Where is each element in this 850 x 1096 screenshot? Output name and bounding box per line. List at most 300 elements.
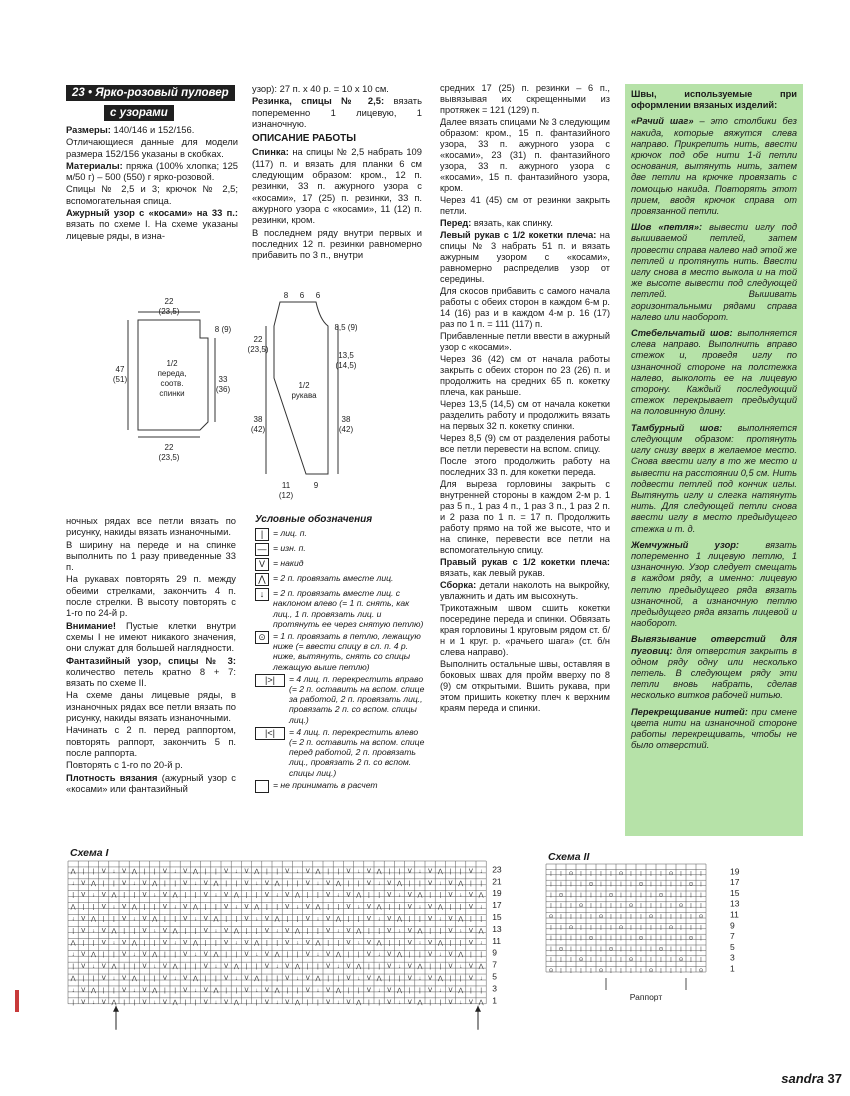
scheme-1-cell: | — [225, 880, 227, 887]
scheme-1-cell: | — [92, 868, 95, 875]
scheme-2-cell: | — [640, 892, 642, 899]
scheme-1-cell: | — [470, 916, 472, 923]
scheme-2-cell: | — [640, 903, 642, 910]
scheme-1-cell: | — [306, 964, 309, 971]
scheme-1-cell: | — [123, 964, 125, 971]
scheme-1-cell: | — [102, 916, 105, 923]
scheme-1-cell: ↓ — [194, 916, 197, 923]
scheme-2-cell: ⊙ — [598, 968, 604, 974]
scheme-1-cell: ↓ — [153, 964, 157, 971]
scheme-1-cell: | — [235, 987, 238, 994]
scheme-2-cell: | — [650, 870, 652, 877]
scheme-1-cell: | — [266, 976, 268, 982]
scheme-1-cell: | — [408, 987, 411, 994]
scheme-1-cell: | — [194, 928, 197, 935]
scheme-2-cell: | — [590, 968, 592, 974]
scheme-2-row-label: 15 — [730, 887, 740, 898]
scheme-1-cell: | — [133, 964, 136, 971]
scheme-2-cell: | — [590, 903, 592, 910]
scheme-2-cell: | — [650, 924, 652, 931]
scheme-1-cell: ⋀ — [315, 940, 321, 947]
scheme-1-cell: | — [123, 892, 125, 899]
scheme-1-cell: V — [81, 892, 86, 899]
scheme-2-cell: | — [660, 881, 662, 888]
scheme-2-cell: | — [610, 914, 612, 920]
scheme-1-cell: ↓ — [316, 952, 320, 959]
scheme-2-cell: | — [600, 946, 602, 953]
scheme-1-cell: | — [378, 964, 380, 971]
scheme-1-cell: V — [387, 952, 392, 959]
scheme-1-cell: V — [142, 880, 147, 887]
scheme-2-cell: | — [560, 935, 562, 942]
scheme-1-cell: V — [101, 964, 106, 971]
scheme-2-cell: | — [580, 881, 582, 888]
scheme-1-cell: | — [337, 976, 340, 982]
scheme-1-cell: V — [407, 904, 412, 911]
body-label-3: спинки — [159, 389, 185, 398]
scheme-1-cell: ⋀ — [417, 964, 423, 971]
scheme-1-cell: V — [81, 964, 86, 971]
scheme-1-cell: ⋀ — [315, 868, 321, 875]
scheme-1-cell: ⋀ — [91, 952, 96, 959]
scheme-1-cell: V — [162, 868, 167, 875]
scheme-2-cell: | — [690, 892, 692, 899]
scheme-1-cell: ↓ — [418, 976, 422, 982]
scheme-2-cell: | — [600, 870, 602, 877]
scheme-2-cell: | — [690, 957, 692, 964]
body-side: 33 — [218, 375, 228, 384]
title-line-2: с узорами — [104, 105, 174, 121]
scheme-1-cell: | — [215, 904, 217, 911]
legend-text: = изн. п. — [273, 543, 306, 554]
scheme-1-cell: | — [204, 904, 207, 911]
scheme-1-cell: | — [102, 987, 105, 994]
scheme-2-cell: | — [630, 924, 632, 931]
scheme-1-cell: V — [224, 976, 229, 982]
scheme-1-cell: | — [72, 892, 74, 899]
scheme-2-cell: | — [560, 881, 562, 888]
scheme-1-cell: ⋀ — [111, 999, 117, 1006]
scheme-2-cell: ⊙ — [658, 946, 664, 953]
scheme-2-cell: | — [620, 946, 622, 953]
scheme-1-cell: | — [449, 904, 452, 911]
scheme-2-cell: | — [660, 968, 662, 974]
scheme-1-cell: ↓ — [336, 999, 340, 1006]
scheme-1-cell: ⋀ — [254, 904, 260, 911]
scheme-1-cell: V — [285, 928, 290, 935]
scheme-1-cell: ↓ — [316, 916, 320, 923]
scheme-2-cell: | — [590, 892, 592, 899]
scheme-2-cell: | — [660, 924, 662, 931]
scheme-1-cell: V — [305, 987, 310, 994]
column-1-top: Размеры: 140/146 и 152/156. Отличающиеся данные для модели размера 152/156 указаны в скобках. Материалы: пряжа (100% хлопка; 125 м/50 г) – 500 (550) г ярко-розовой. Спицы № 2,5 и 3; крючок № 2,5; вспомогательная спица. Ажурный узор с «косами» на 33 п.: вязать по схеме I. На схеме указаны лицевые ряды, в изна- — [66, 124, 238, 241]
scheme-1-cell: V — [162, 892, 167, 899]
scheme-1-cell: V — [468, 928, 473, 935]
scheme-1-cell: V — [264, 964, 269, 971]
scheme-1-cell: V — [203, 964, 208, 971]
scheme-2-cell: | — [550, 892, 552, 899]
scheme-1-cell: | — [153, 904, 156, 911]
scheme-1-cell: ⋀ — [152, 987, 158, 994]
repeat-arrow-icon — [113, 1006, 119, 1030]
scheme-1-cell: V — [305, 868, 310, 875]
scheme-1-cell: ↓ — [377, 987, 381, 994]
scheme-1-row-label: 7 — [492, 959, 497, 970]
scheme-1-cell: V — [122, 880, 127, 887]
scheme-2-row-label: 11 — [730, 909, 739, 920]
scheme-1-cell: ⋀ — [458, 880, 464, 887]
scheme-1-cell: V — [326, 928, 331, 935]
scheme-1-cell: V — [244, 976, 249, 982]
scheme-1-cell: | — [245, 928, 248, 935]
scheme-1-cell: ↓ — [255, 952, 259, 959]
scheme-1-cell: V — [162, 928, 167, 935]
scheme-1-cell: ⋀ — [111, 964, 117, 971]
scheme-1-cell: | — [306, 999, 309, 1006]
scheme-1-cell: ↓ — [316, 987, 320, 994]
scheme-1-cell: V — [203, 952, 208, 959]
scheme-1-cell: | — [429, 999, 431, 1006]
scheme-1-cell: ↓ — [275, 999, 279, 1006]
scheme-1-cell: V — [407, 940, 412, 947]
body-label-half: 1/2 — [166, 359, 178, 368]
scheme-1-cell: ⋀ — [274, 916, 280, 923]
scheme-1-cell: | — [204, 868, 207, 875]
scheme-2-cell: | — [550, 903, 552, 910]
legend-symbol-icon: ⊙ — [255, 631, 269, 644]
scheme-2-cell: | — [690, 903, 692, 910]
sleeve-width-alt: (23,5) — [247, 345, 269, 354]
scheme-1-cell: | — [480, 880, 482, 887]
scheme-1-cell: V — [407, 964, 412, 971]
scheme-1-cell: V — [142, 928, 147, 935]
scheme-2-cell: | — [660, 957, 662, 964]
scheme-1-cell: V — [326, 964, 331, 971]
scheme-1-cell: ⋀ — [295, 999, 300, 1006]
symbol-legend — [255, 515, 425, 795]
scheme-1-cell: ↓ — [153, 928, 157, 935]
scheme-1-cell: | — [357, 987, 360, 994]
scheme-2-cell: | — [600, 903, 602, 910]
legend-item — [255, 573, 425, 586]
scheme-1-cell: V — [101, 999, 106, 1006]
scheme-1-cell: ⋀ — [91, 916, 96, 923]
scheme-1-cell: ↓ — [377, 952, 381, 959]
scheme-2-cell: | — [570, 914, 572, 920]
scheme-1-cell: V — [203, 916, 208, 923]
scheme-1-cell: V — [122, 976, 127, 982]
scheme-1-cell: | — [174, 952, 176, 959]
scheme-1-cell: | — [276, 976, 278, 982]
scheme-1-cell: V — [183, 987, 188, 994]
scheme-1-cell: ↓ — [214, 892, 218, 899]
scheme-1-cell: V — [366, 952, 371, 959]
scheme-1-cell: ⋀ — [376, 976, 382, 982]
scheme-1-cell: | — [378, 928, 380, 935]
scheme-1-cell: ⋀ — [233, 964, 239, 971]
scheme-1-cell: ↓ — [398, 892, 401, 899]
scheme-2-cell: | — [550, 924, 552, 931]
scheme-1-cell: V — [183, 976, 188, 982]
scheme-2-cell: | — [590, 870, 592, 877]
scheme-1-cell: V — [407, 892, 412, 899]
scheme-2-cell: | — [610, 870, 612, 877]
scheme-2-cell: | — [630, 968, 632, 974]
scheme-1-cell: ⋀ — [131, 904, 137, 911]
scheme-1-cell: V — [407, 868, 412, 875]
scheme-1-cell: ↓ — [234, 940, 238, 947]
scheme-1-cell: | — [143, 940, 146, 947]
scheme-1-cell: ↓ — [173, 976, 177, 982]
scheme-1-cell: | — [82, 904, 85, 911]
scheme-1-cell: ↓ — [234, 868, 238, 875]
scheme-1-cell: ⋀ — [172, 892, 178, 899]
scheme-1-cell: | — [133, 999, 136, 1006]
scheme-1-cell: | — [439, 928, 442, 935]
scheme-1-cell: ↓ — [398, 928, 401, 935]
scheme-1-cell: V — [305, 976, 310, 982]
scheme-2-cell: | — [560, 870, 562, 877]
scheme-1-cell: ⋀ — [376, 940, 382, 947]
scheme-1-cell: V — [366, 916, 371, 923]
scheme-1-cell: | — [235, 916, 238, 923]
sleeve-top-2: 6 — [299, 291, 305, 300]
scheme-1-cell: | — [306, 892, 309, 899]
scheme-1-cell: | — [459, 940, 462, 947]
scheme-1-cell: ↓ — [214, 928, 218, 935]
scheme-1-cell: | — [133, 892, 136, 899]
scheme-2-cell: | — [680, 881, 682, 888]
legend-text: = 1 п. провязать в петлю, лежащую ниже (= ввести спицу в сл. п. 4 р. ниже, вытянуть, снять со спицы лежащую выше петлю) — [273, 631, 421, 672]
scheme-1-cell: | — [153, 868, 156, 875]
scheme-2-cell: ⊙ — [608, 946, 614, 953]
scheme-1-cell: V — [264, 999, 269, 1006]
scheme-1-cell: V — [142, 916, 147, 923]
scheme-1-cell: V — [448, 964, 453, 971]
scheme-1-cell: | — [296, 952, 299, 959]
scheme-2-cell: ⊙ — [588, 881, 594, 888]
scheme-1-cell: | — [92, 940, 95, 947]
scheme-1-cell: V — [122, 987, 127, 994]
scheme-2-cell: | — [680, 968, 682, 974]
scheme-1-cell: ↓ — [255, 916, 259, 923]
scheme-1-cell: | — [143, 904, 146, 911]
scheme-1-cell: V — [122, 868, 127, 875]
scheme-1-cell: V — [285, 976, 290, 982]
scheme-1-cell: V — [142, 892, 147, 899]
scheme-2-cell: | — [640, 870, 642, 877]
scheme-2-cell: ⊙ — [628, 957, 634, 964]
scheme-1-cell: ↓ — [336, 928, 340, 935]
scheme-1-cell: ↓ — [132, 987, 136, 994]
scheme-1-cell: V — [264, 928, 269, 935]
scheme-1-cell: ⋀ — [356, 892, 362, 899]
scheme-1-cell: ↓ — [479, 904, 483, 911]
scheme-1-cell: ⋀ — [335, 987, 341, 994]
legend-item — [255, 727, 425, 778]
scheme-1-cell: V — [244, 940, 249, 947]
scheme-1-cell: V — [203, 999, 208, 1006]
scheme-1-cell: V — [346, 928, 351, 935]
scheme-1-cell: V — [224, 928, 229, 935]
scheme-2-cell: | — [700, 892, 702, 899]
scheme-2-cell: | — [620, 968, 622, 974]
scheme-1-cell: ⋀ — [417, 892, 423, 899]
scheme-1-cell: V — [183, 916, 188, 923]
body-top-width-alt: (23,5) — [158, 307, 180, 316]
scheme-1-cell: | — [266, 868, 268, 875]
scheme-1-cell: ↓ — [214, 964, 218, 971]
legend-text: = лиц. п. — [273, 528, 307, 539]
scheme-2-cell: | — [650, 892, 652, 899]
scheme-1-cell: | — [82, 868, 85, 875]
scheme-1-cell: | — [286, 952, 289, 959]
scheme-1-cell: ↓ — [479, 976, 483, 982]
scheme-1-cell: V — [428, 880, 433, 887]
scheme-1-cell: ⋀ — [335, 952, 341, 959]
scheme-1-cell: | — [347, 916, 350, 923]
scheme-1-cell: V — [346, 964, 351, 971]
scheme-1-cell: | — [459, 904, 462, 911]
scheme-1-cell: ↓ — [479, 940, 483, 947]
scheme-1-cell: ↓ — [357, 976, 361, 982]
scheme-1-cell: V — [448, 892, 453, 899]
scheme-1-cell: | — [296, 880, 299, 887]
scheme-2-cell: ⊙ — [578, 903, 584, 910]
scheme-1-cell: | — [113, 987, 115, 994]
scheme-1-cell: ⋀ — [478, 928, 484, 935]
scheme-1-cell: ⋀ — [213, 916, 219, 923]
sleeve-len-right: 38 — [341, 415, 351, 424]
scheme-1-row-label: 9 — [492, 947, 497, 958]
scheme-1-cell: ↓ — [336, 964, 340, 971]
scheme-2-cell: | — [550, 870, 552, 877]
scheme-1-cell: V — [81, 928, 86, 935]
scheme-1-cell: | — [225, 916, 227, 923]
repeat-arrow-icon — [475, 1006, 481, 1030]
column-3: средних 17 (25) п. резинки – 6 п., вывязывая их скрещенными из протяжек = 121 (129) п. Далее вязать спицами № 3 следующим образом: кром., 15 п. фантазийного узора, 33 п. ажурного узора с «косами», 23 (31) п. фантазийного узора, 33 п. ажурного узора с «косами», 15 п. фантазийного узора, кром. Через 41 (45) см от резинки закрыть петли. Перед: вязать, как спинку. Левый рукав с 1/2 кокетки плеча: на спицы № 3 набрать 51 п. и вязать ажурным узором с «косами», равномерно распределив узор от середины. Для скосов прибавить с самого начала работы с обеих сторон в каждом 6-м р. 14 (16) раз и в каждом 4-м р. 16 (17) раз по 1 п. = 111 (117) п. Прибавленные петли ввести в ажурный узор с «косами». Через 36 (42) см от начала работы закрыть с обеих сторон по 23 (26) п. и продолжить на средних 65 п. кокетку плеча, как раньше. Через 13,5 (14,5) см от начала кокетки разделить работу и продолжить вязать на первых 32 п. кокетку спинки. Через 8,5 (9) см от разделения работы все петли перевести на вспом. спицу. После этого продолжить работу на последних 33 п. для кокетки переда. Для выреза горловины закрыть с внутренней стороны в каждом 2-м р. 1 раз 5 п., 1 раз 4 п., 1 раз 3 п., 1 раз 2 п. и 2 раза по 1 п. = 17 п. Продолжить работу прямо на той же высоте, что и на спинке, перевести все петли на вспомогательную спицу. Правый рукав с 1/2 кокетки плеча: вязать, как левый рукав. Сборка: детали наколоть на выкройку, увлажнить и дать им высохнуть. Трикотажным швом сшить кокетки посередине переда и спинки. Обвязать края горловины 1 круговым рядом ст. б/н и 1 круг. р. «рачьего шага» (ст. б/н слева направо). Выполнить остальные швы, оставляя в боковых швах для пройм вверху по 8 (9) см открытыми. Вшить рукава, при этом пришить кокетку плеч к верхним краям переда и спинки. — [440, 83, 610, 713]
scheme-2-cell: | — [610, 968, 612, 974]
scheme-1-cell: ⋀ — [397, 952, 402, 959]
scheme-1-cell: ↓ — [153, 892, 157, 899]
scheme-1-cell: | — [296, 916, 299, 923]
scheme-2-title: Схема II — [548, 851, 590, 863]
scheme-1-cell: V — [366, 976, 371, 982]
scheme-2-cell: | — [570, 892, 572, 899]
scheme-1-cell: | — [82, 940, 85, 947]
scheme-2-cell: | — [620, 903, 622, 910]
scheme-1-cell: | — [82, 976, 85, 982]
scheme-1-cell: | — [225, 987, 227, 994]
scheme-1-cell: ⋀ — [397, 987, 402, 994]
scheme-1-row-label: 15 — [492, 912, 502, 922]
scheme-2-cell: ⊙ — [568, 870, 574, 877]
scheme-2-row-label: 9 — [730, 920, 735, 931]
scheme-2-cell: | — [560, 924, 562, 931]
scheme-1-cell: ⋀ — [274, 987, 280, 994]
scheme-1-cell: V — [326, 987, 331, 994]
scheme-1-cell: ↓ — [336, 892, 340, 899]
scheme-1-cell: ⋀ — [254, 976, 260, 982]
scheme-2-cell: | — [680, 870, 682, 877]
scheme-2-cell: | — [670, 957, 672, 964]
scheme-2-cell: | — [640, 914, 642, 920]
scheme-2-cell: | — [550, 957, 552, 964]
scheme-1-cell: | — [388, 868, 391, 875]
sleeve-top-3: 6 — [315, 291, 321, 300]
scheme-1-cell: | — [368, 928, 370, 935]
scheme-1-cell: ↓ — [438, 987, 442, 994]
scheme-1-cell: V — [346, 940, 351, 947]
scheme-1-cell: | — [255, 892, 258, 899]
legend-item — [255, 588, 425, 629]
scheme-1-cell: | — [398, 868, 401, 875]
scheme-1-cell: V — [468, 892, 473, 899]
scheme-1-cell: | — [276, 904, 278, 911]
scheme-2-row-label: 1 — [730, 963, 735, 974]
scheme-2-cell: | — [660, 914, 662, 920]
scheme-1-cell: ⋀ — [315, 904, 321, 911]
scheme-1-cell: ⋀ — [274, 880, 280, 887]
legend-symbol-icon: ↓ — [255, 588, 269, 601]
scheme-1-cell: V — [428, 976, 433, 982]
scheme-1-cell: ↓ — [194, 987, 197, 994]
scheme-1-cell: ↓ — [357, 904, 361, 911]
sleeve-yoke2: 13,5 — [338, 351, 354, 360]
scheme-1-cell: ⋀ — [397, 916, 402, 923]
body-label-1: переда, — [157, 369, 187, 378]
scheme-2-cell: | — [630, 946, 632, 953]
scheme-1-cell: ⋀ — [91, 880, 96, 887]
scheme-1-cell: | — [113, 952, 115, 959]
scheme-1-cell: V — [203, 928, 208, 935]
scheme-1-cell: ⋀ — [70, 940, 76, 947]
scheme-1-row-label: 5 — [492, 971, 497, 982]
scheme-1-cell: ⋀ — [376, 904, 382, 911]
scheme-1-cell: V — [448, 952, 453, 959]
scheme-2-cell: | — [590, 924, 592, 931]
scheme-1-cell: | — [408, 880, 411, 887]
scheme-2-cell: | — [580, 946, 582, 953]
scheme-1-cell: V — [428, 904, 433, 911]
scheme-1-cell: V — [407, 976, 412, 982]
scheme-1-cell: ↓ — [112, 976, 116, 982]
scheme-1-cell: ⋀ — [172, 928, 178, 935]
scheme-1-cell: | — [480, 987, 482, 994]
scheme-1-cell: | — [113, 880, 115, 887]
scheme-2-cell: ⊙ — [638, 881, 644, 888]
scheme-2-cell: | — [700, 946, 702, 953]
scheme-1-cell: ⋀ — [233, 999, 239, 1006]
scheme-1-cell: | — [388, 976, 391, 982]
scheme-2-cell: ⊙ — [558, 946, 564, 953]
scheme-1-cell: ⋀ — [437, 940, 443, 947]
scheme-2-cell: | — [610, 924, 612, 931]
scheme-1-cell: | — [235, 880, 238, 887]
scheme-2-cell: | — [610, 881, 612, 888]
scheme-2-cell: | — [690, 870, 692, 877]
scheme-1-cell: ↓ — [132, 880, 136, 887]
scheme-2-cell: ⊙ — [628, 903, 634, 910]
scheme-1-cell: V — [244, 880, 249, 887]
scheme-1-cell: | — [266, 904, 268, 911]
scheme-2-cell: | — [650, 881, 652, 888]
scheme-2-cell: ⊙ — [618, 924, 624, 931]
scheme-1-cell: | — [368, 964, 370, 971]
scheme-1-cell: V — [387, 916, 392, 923]
scheme-1-cell: ⋀ — [152, 916, 158, 923]
scheme-1-cell: ↓ — [377, 916, 381, 923]
